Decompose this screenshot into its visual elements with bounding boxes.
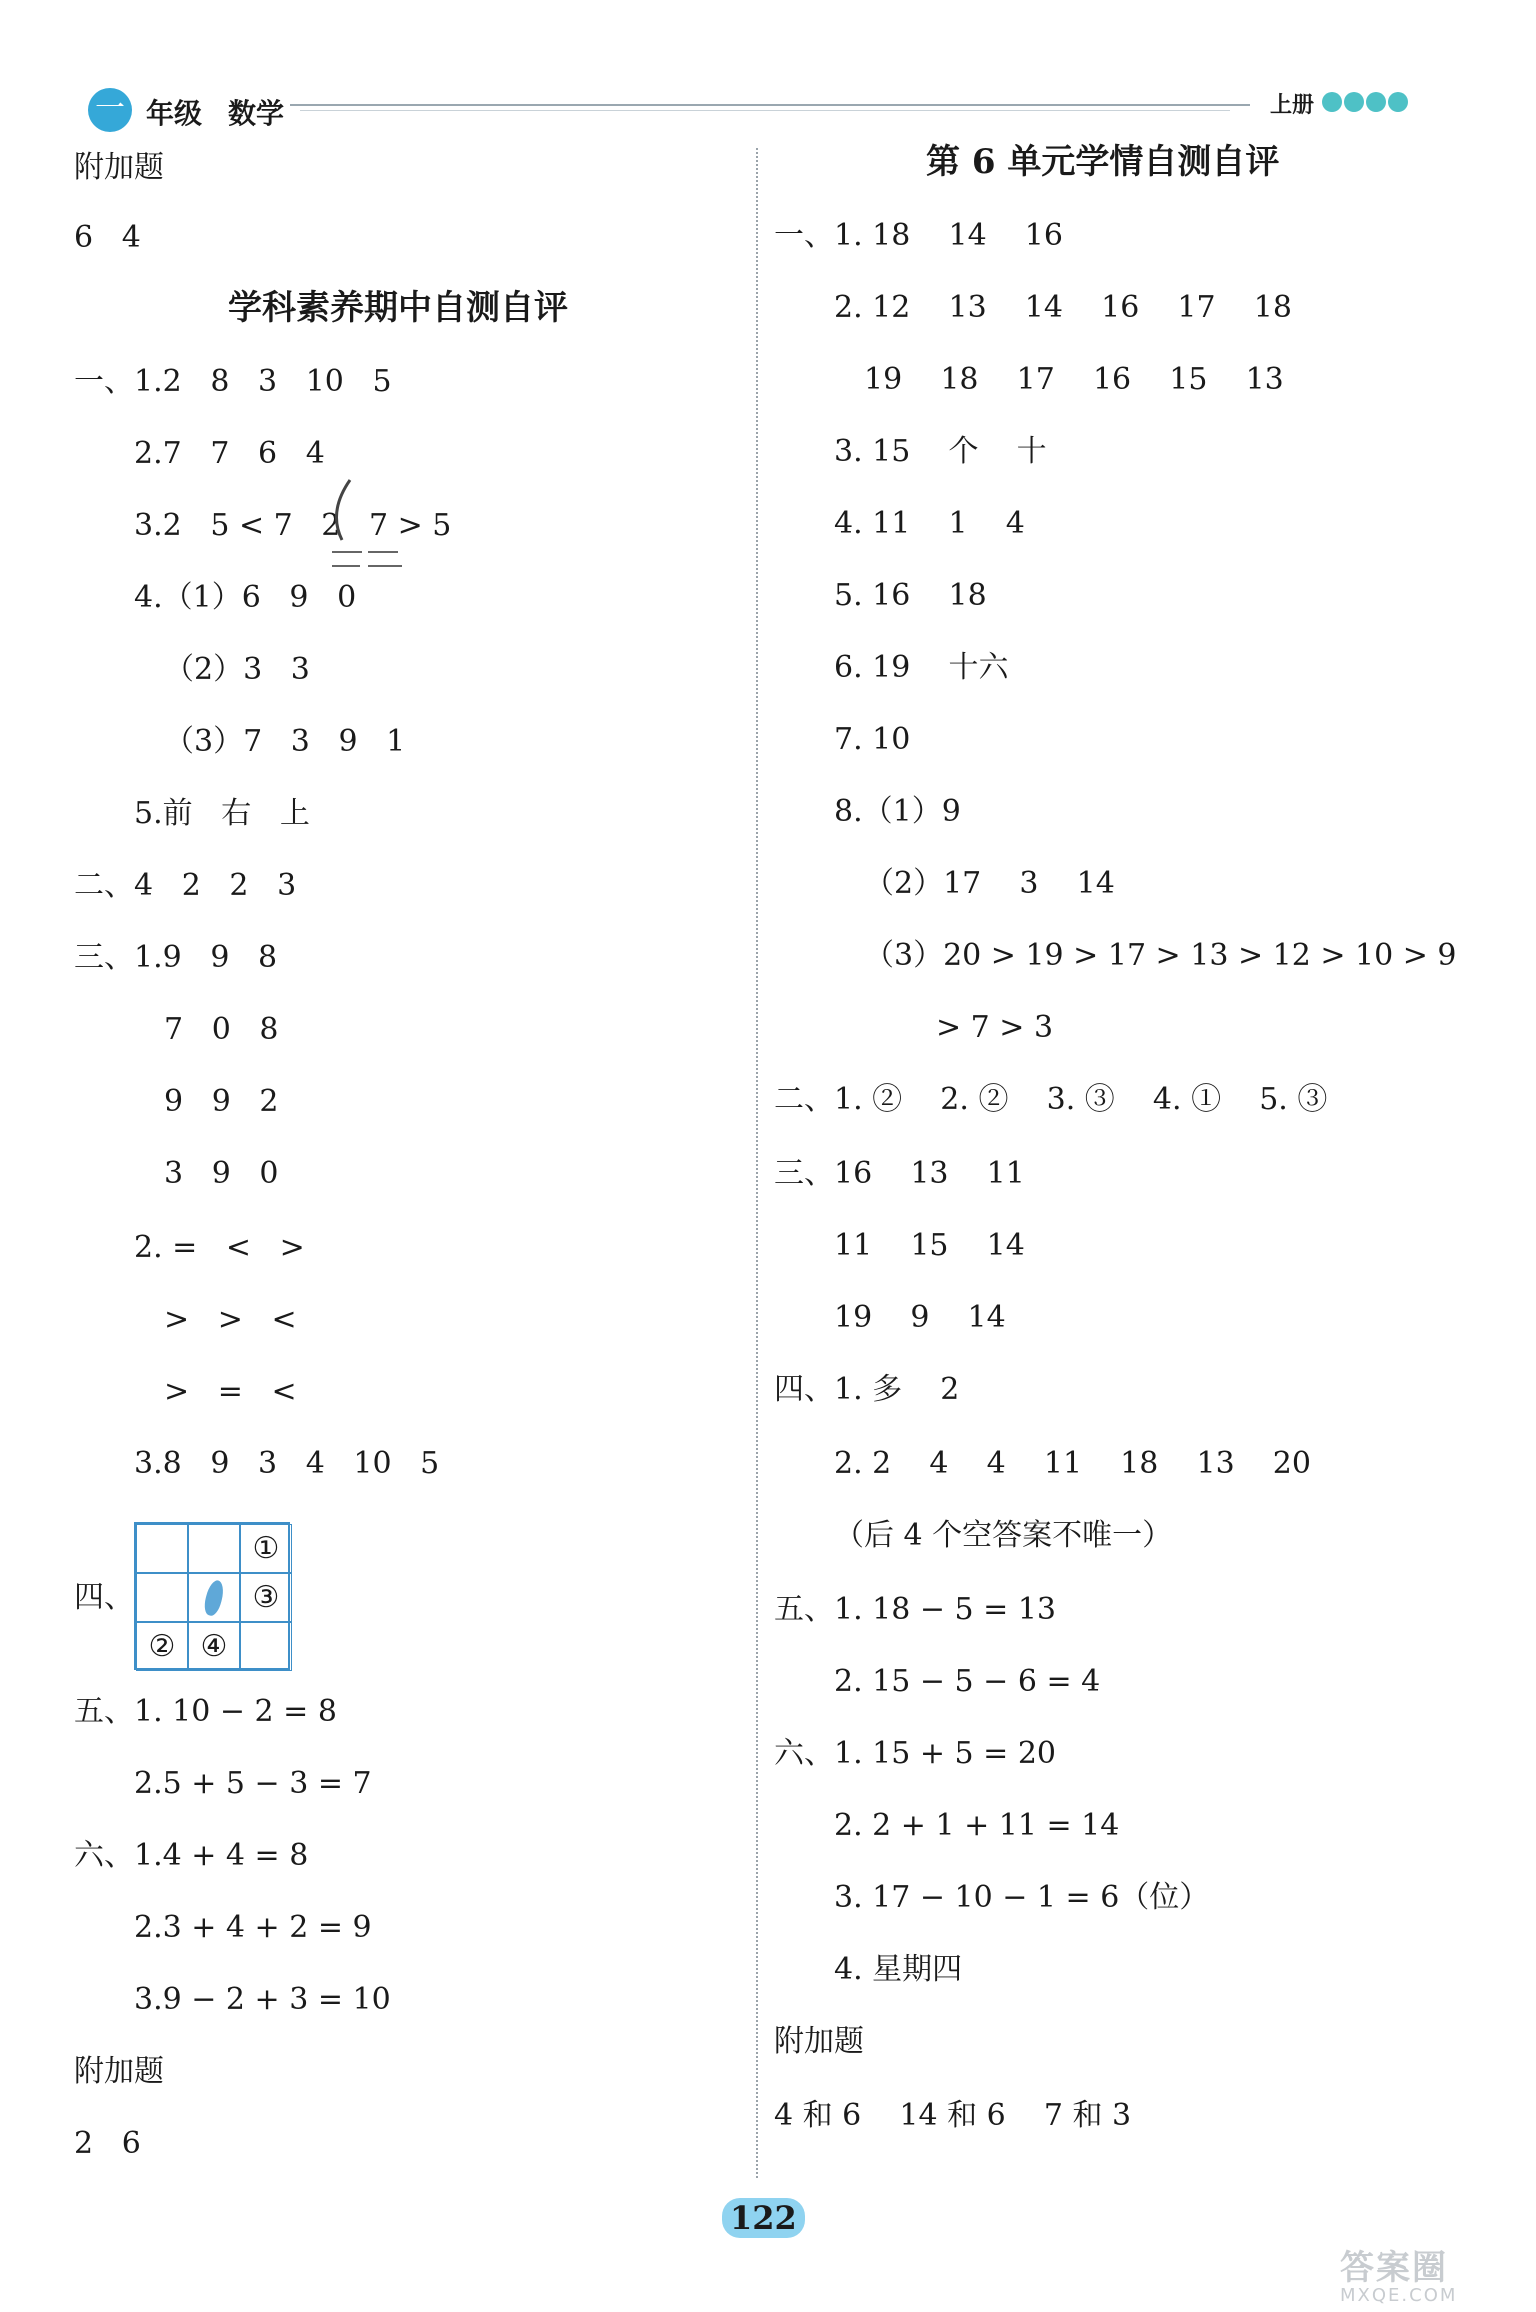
grid-cell-fish (188, 1573, 240, 1622)
answer-line: （2）17 3 14 (864, 866, 1115, 901)
fish-icon (202, 1578, 226, 1617)
answer-line: 2. 2 + 1 + 11 = 14 (834, 1808, 1120, 1843)
answer-line: 附加题 (774, 2024, 864, 2059)
grade-badge: 一 (88, 88, 132, 132)
answer-line: 3. 17 − 10 − 1 = 6（位） (834, 1880, 1210, 1915)
answer-line: 二、1. ② 2. ② 3. ③ 4. ① 5. ③ (774, 1082, 1328, 1117)
handwriting-mark (322, 470, 442, 580)
watermark-text: 答案圈 (1340, 2248, 1448, 2288)
grade-subject (146, 92, 310, 132)
answer-line: 2 6 (74, 2126, 141, 2161)
grid-cell (240, 1622, 292, 1671)
answer-line: 2. = < > (134, 1230, 305, 1265)
answer-line: 3 9 0 (164, 1156, 279, 1191)
grid-cell (136, 1573, 188, 1622)
answer-line: 六、1. 15 + 5 = 20 (774, 1736, 1057, 1771)
column-divider (756, 148, 758, 2178)
header-rule (290, 104, 1250, 106)
answer-line: 二、4 2 2 3 (74, 868, 297, 903)
answer-line: 6. 19 十六 (834, 650, 1009, 685)
answer-line: 五、1. 10 − 2 = 8 (74, 1694, 337, 1729)
answer-line: 一、1. 18 14 16 (774, 218, 1063, 253)
answer-line: 2. 2 4 4 11 18 13 20 (834, 1446, 1311, 1481)
answer-line: 2.7 7 6 4 (134, 436, 325, 471)
grid-cell (188, 1524, 240, 1573)
grid-cell: ② (136, 1622, 188, 1671)
grade-label: 年级 (146, 97, 203, 130)
answer-line: 7. 10 (834, 722, 911, 757)
answer-line: 9 9 2 (164, 1084, 279, 1119)
subject-label: 数学 (228, 97, 285, 130)
watermark-url: MXQE.COM (1340, 2285, 1458, 2306)
answer-line: 3. 15 个 十 (834, 434, 1047, 469)
answer-line: 4.（1）6 9 0 (134, 580, 357, 615)
answer-line: > = < (164, 1374, 297, 1409)
answer-line: > 7 > 3 (936, 1010, 1054, 1045)
answer-line: 三、1.9 9 8 (74, 940, 278, 975)
answer-line: 4. 星期四 (834, 1952, 963, 1987)
grid-cell (136, 1524, 188, 1573)
grid-cell: ① (240, 1524, 292, 1573)
answer-line: 4 和 6 14 和 6 7 和 3 (774, 2098, 1132, 2133)
answer-line: 三、16 13 11 (774, 1156, 1025, 1191)
answer-line: 19 18 17 16 15 13 (864, 362, 1284, 397)
answer-line: 3.2 5 < 7 2 7 > 5 (134, 508, 452, 543)
answer-line: （3）7 3 9 1 (164, 724, 406, 759)
answer-line: （2）3 3 (164, 652, 310, 687)
answer-line: 2.5 + 5 − 3 = 7 (134, 1766, 372, 1801)
header-rule-secondary (300, 110, 1230, 111)
answer-line: 19 9 14 (834, 1300, 1006, 1335)
answer-line: 四、 (74, 1580, 134, 1615)
page-header (0, 0, 1536, 140)
left-bonus-title: 附加题 (74, 150, 164, 185)
answer-line: 3.8 9 3 4 10 5 (134, 1446, 440, 1481)
answer-line: 3.9 − 2 + 3 = 10 (134, 1982, 391, 2017)
page-number: 122 (722, 2198, 805, 2238)
answer-line: 4. 11 1 4 (834, 506, 1025, 541)
grid-cell: ④ (188, 1622, 240, 1671)
answer-line: 2. 12 13 14 16 17 18 (834, 290, 1292, 325)
answer-line: 五、1. 18 − 5 = 13 (774, 1592, 1057, 1627)
midterm-title: 学科素养期中自测自评 (228, 288, 568, 328)
answer-grid (134, 1522, 290, 1670)
answer-line: 2.3 + 4 + 2 = 9 (134, 1910, 372, 1945)
answer-line: 四、1. 多 2 (774, 1372, 960, 1407)
answer-line: 六、1.4 + 4 = 8 (74, 1838, 309, 1873)
answer-line: > > < (164, 1302, 297, 1337)
answer-line: 11 15 14 (834, 1228, 1025, 1263)
answer-line: （后 4 个空答案不唯一） (834, 1518, 1173, 1553)
answer-line: 8.（1）9 (834, 794, 961, 829)
left-bonus-answer: 6 4 (74, 220, 141, 255)
watermark (1340, 2240, 1530, 2310)
grid-cell: ③ (240, 1573, 292, 1622)
unit-title: 第 6 单元学情自测自评 (926, 142, 1280, 182)
decorative-dots (1322, 92, 1410, 116)
answer-line: 7 0 8 (164, 1012, 279, 1047)
answer-line: （3）20 > 19 > 17 > 13 > 12 > 10 > 9 (864, 938, 1457, 973)
answer-line: 5.前 右 上 (134, 796, 310, 831)
answer-line: 5. 16 18 (834, 578, 987, 613)
answer-line: 一、1.2 8 3 10 5 (74, 364, 392, 399)
answer-line: 附加题 (74, 2054, 164, 2089)
volume-label: 上册 (1270, 93, 1315, 118)
answer-line: 2. 15 − 5 − 6 = 4 (834, 1664, 1101, 1699)
